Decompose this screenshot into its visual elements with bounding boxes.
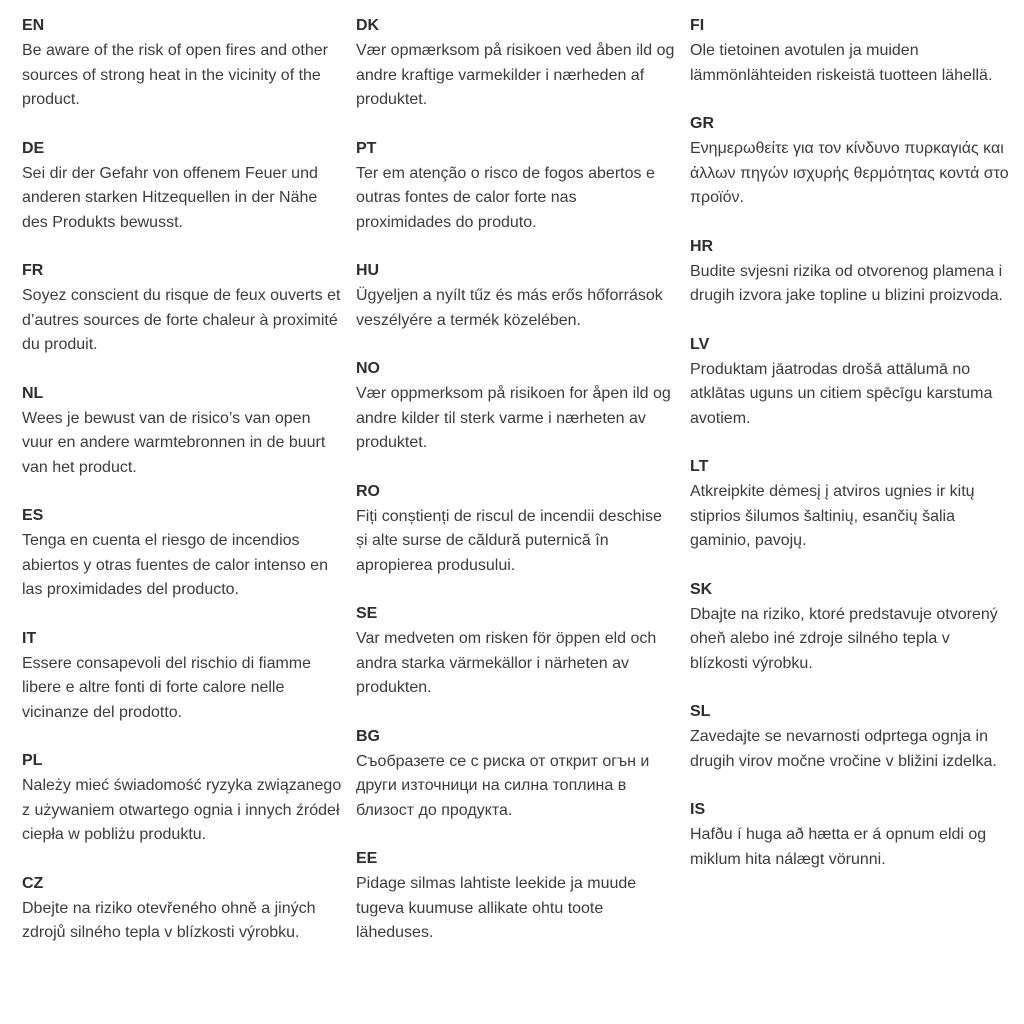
language-code-ro: RO xyxy=(356,482,380,500)
entry-lv xyxy=(690,333,1010,432)
warning-text-is: Hafðu í huga að hætta er á opnum eldi og miklum hita nálægt vörunni. xyxy=(690,826,987,868)
language-code-sk: SK xyxy=(690,580,713,598)
entry-nl xyxy=(22,382,342,481)
language-code-hr: HR xyxy=(690,237,714,255)
warning-text-lv: Produktam jāatrodas drošā attālumā no atklātas uguns un citiem spēcīgu karstuma avotiem. xyxy=(690,360,993,427)
language-code-gr: GR xyxy=(690,115,714,132)
language-code-fr: FR xyxy=(22,262,44,279)
entry-sl xyxy=(690,700,1010,774)
entry-ro xyxy=(356,480,676,579)
entry-is xyxy=(690,798,1010,872)
warning-text-se: Var medveten om risken för öppen eld och andra starka värmekällor i närheten av produkten. xyxy=(356,630,657,696)
warning-text-dk: Vær opmærksom på risikoen ved åben ild og andre kraftige varmekilder i nærheden af produktet. xyxy=(356,42,675,108)
entry-ee xyxy=(356,847,676,946)
entry-sk xyxy=(690,578,1010,677)
language-code-de: DE xyxy=(22,139,45,157)
entry-it xyxy=(22,627,342,726)
language-code-nl: NL xyxy=(22,384,44,402)
language-code-en: EN xyxy=(22,17,45,34)
warning-text-en: Be aware of the risk of open fires and other sources of strong heat in the vicinity of the product. xyxy=(22,42,328,108)
language-code-fi: FI xyxy=(690,17,705,34)
language-code-it: IT xyxy=(22,629,37,647)
language-code-bg: BG xyxy=(356,727,380,745)
warning-text-ro: Fiți conștienți de riscul de incendii deschise și alte surse de căldură puternică în apropierea produsului. xyxy=(356,507,662,574)
entry-bg xyxy=(356,725,676,824)
entry-fi xyxy=(690,14,1010,88)
column-1 xyxy=(22,14,342,970)
language-code-is: IS xyxy=(690,801,706,818)
warning-text-it: Essere consapevoli del rischio di fiamme libere e altre fonti di forte calore nelle vicinanze del prodotto. xyxy=(22,654,312,721)
language-code-pl: PL xyxy=(22,752,43,769)
entry-hr xyxy=(690,235,1010,309)
language-code-ee: EE xyxy=(356,850,378,867)
warning-text-no: Vær oppmerksom på risikoen for åpen ild og andre kilder til sterk varme i nærheten av produktet. xyxy=(356,385,671,451)
entry-fr xyxy=(22,259,342,358)
language-code-sl: SL xyxy=(690,703,711,720)
language-code-es: ES xyxy=(22,507,44,524)
warning-text-sk: Dbajte na riziko, ktoré predstavuje otvorený oheň alebo iné zdroje silného tepla v blízkosti výrobku. xyxy=(690,605,998,672)
language-code-dk: DK xyxy=(356,17,380,34)
entry-dk xyxy=(356,14,676,113)
entry-hu xyxy=(356,259,676,333)
warning-text-nl: Wees je bewust van de risico’s van open vuur en andere warmtebronnen in de buurt van het product. xyxy=(22,409,326,476)
warning-text-ee: Pidage silmas lahtiste leekide ja muude tugeva kuumuse allikate ohtu toote läheduses. xyxy=(356,875,637,941)
warning-columns xyxy=(22,14,1010,970)
language-code-hu: HU xyxy=(356,262,380,279)
entry-gr xyxy=(690,112,1010,211)
entry-se xyxy=(356,602,676,701)
warning-text-es: Tenga en cuenta el riesgo de incendios abiertos y otras fuentes de calor intenso en las proximidades del producto. xyxy=(22,532,328,598)
entry-pl xyxy=(22,749,342,848)
language-code-no: NO xyxy=(356,360,380,377)
warning-text-fr: Soyez conscient du risque de feux ouverts et d’autres sources de forte chaleur à proximité du produit. xyxy=(22,287,341,353)
language-code-lv: LV xyxy=(690,335,710,353)
entry-cz xyxy=(22,872,342,946)
warning-text-de: Sei dir der Gefahr von offenem Feuer und anderen starken Hitzequellen in der Nähe des Produkts bewusst. xyxy=(22,164,318,231)
warning-text-gr: Ενημερωθείτε για τον κίνδυνο πυρκαγιάς και άλλων πηγών ισχυρής θερμότητας κοντά στο προϊόν. xyxy=(690,140,1009,206)
warning-text-hu: Ügyeljen a nyílt tűz és más erős hőforrások veszélyére a termék közelében. xyxy=(356,287,663,329)
warning-text-fi: Ole tietoinen avotulen ja muiden lämmönlähteiden riskeistä tuotteen lähellä. xyxy=(690,42,993,84)
warning-text-sl: Zavedajte se nevarnosti odprtega ognja in drugih virov močne vročine v bližini izdelka. xyxy=(690,728,997,770)
entry-lt xyxy=(690,455,1010,554)
warning-text-cz: Dbejte na riziko otevřeného ohně a jiných zdrojů silného tepla v blízkosti výrobku. xyxy=(22,899,316,941)
language-code-pt: PT xyxy=(356,139,377,157)
entry-es xyxy=(22,504,342,603)
entry-en xyxy=(22,14,342,113)
warning-text-hr: Budite svjesni rizika od otvorenog plamena i drugih izvora jake topline u blizini proizvoda. xyxy=(690,262,1004,304)
language-code-se: SE xyxy=(356,605,378,622)
entry-no xyxy=(356,357,676,456)
warning-text-lt: Atkreipkite dėmesį į atviros ugnies ir kitų stiprios šilumos šaltinių, esančių šalia gaminio, pavojų. xyxy=(690,483,975,549)
language-code-lt: LT xyxy=(690,458,709,475)
warning-text-pt: Ter em atenção o risco de fogos abertos e outras fontes de calor forte nas proximidades do produto. xyxy=(356,164,655,231)
warning-text-bg: Съобразете се с риска от открит огън и други източници на силна топлина в близост до продукта. xyxy=(356,752,650,819)
warning-text-pl: Należy mieć świadomość ryzyka związanego z używaniem otwartego ognia i innych źródeł ciepła w pobliżu produktu. xyxy=(22,777,342,843)
entry-de xyxy=(22,137,342,236)
column-2 xyxy=(356,14,676,970)
language-code-cz: CZ xyxy=(22,874,44,892)
entry-pt xyxy=(356,137,676,236)
column-3 xyxy=(690,14,1010,970)
